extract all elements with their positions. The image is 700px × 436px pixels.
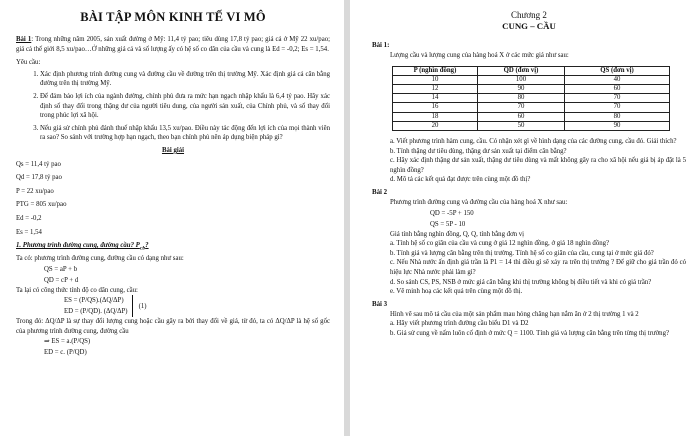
exercise-3-heading: Bài 3 <box>372 300 388 308</box>
exercise-1-item: b. Tính thặng dư tiêu dùng, thặng dư sản xuất tại điểm cân bằng? <box>390 147 567 155</box>
table-cell: 16 <box>393 103 478 112</box>
chapter-number: Chương 2 <box>511 10 547 20</box>
column-header: QS (đơn vị) <box>565 66 670 75</box>
derived-demand-elasticity: ED = c. (P/QD) <box>44 349 87 357</box>
table-row <box>393 103 670 112</box>
table-cell: 90 <box>565 121 670 130</box>
exercise-2-item: e. Vẽ minh hoạ các kết quả trên cùng một đồ thị. <box>390 288 523 296</box>
table-cell: 100 <box>478 75 565 84</box>
supply-elasticity-formula: ES = (P/QS).(ΔQ/ΔP) <box>64 297 124 305</box>
exercise-3-item: a. Hãy viết phương trình đường cầu biểu D1 và D2 <box>390 320 529 328</box>
table-cell: 80 <box>565 112 670 121</box>
exercise-1-item: c. Hãy xác định thặng dư sản xuất, thặng dư tiêu dùng và mất không gây ra cho xã hội nếu giá bị áp đặt là 5 nghìn đồng? <box>390 157 686 174</box>
exercise-3-intro: Hình vẽ sau mô tả cầu của một sản phẩm mau hỏng chăng hạn nắm ăn ở 2 thị trường 1 và 2 <box>390 310 639 318</box>
table-cell: 12 <box>393 85 478 94</box>
table-cell: 80 <box>478 94 565 103</box>
equation-number: (1) <box>138 302 147 310</box>
table-row <box>393 85 670 94</box>
exercise-1-item: d. Mô tả các kết quả đạt được trên cùng một đồ thị? <box>390 176 531 184</box>
requirement-item: 2. Để đảm bảo lợi ích của ngành đường, chính phủ đưa ra mức hạn ngạch nhập khẩu là 6,4 tỷ pao. Hãy xác định số thay đổi trong thặng dư của người tiêu dung, của người sản xuất, của Chính phủ, và số thay đổi trong phúc lợi xã hội. <box>40 92 330 121</box>
exercise-2-item: b. Tính giá và lượng cân bằng trên thị trường. Tính hệ số co giãn của cầu, cung tại ở mức giá đó? <box>390 249 654 257</box>
column-header: P (nghìn đồng) <box>393 66 478 75</box>
table-cell: 14 <box>393 94 478 103</box>
demand-equation: QD = cP + d <box>44 276 79 284</box>
demand-elasticity-formula: ED = (P/QD). (ΔQ/ΔP) <box>64 308 128 316</box>
exercise-2-item: c. Nếu Nhà nước ấn định giá trần là P1 = 14 thì điều gì sẽ xảy ra trên thị trường ? Để giữ cho giá trần đó có hiệu lực Nhà nước phải làm gì? <box>390 259 686 276</box>
table-cell: 18 <box>393 112 478 121</box>
given-item: Qd = 17,8 tỷ pao <box>16 174 62 182</box>
table-cell: 50 <box>478 121 565 130</box>
exercise-1-heading: Bài 1: <box>372 42 390 49</box>
bai1-text: : Trong những năm 2005, sản xuất đường ở Mỹ: 11,4 tỷ pao; tiêu dùng 17,8 tỷ pao; giá cả ở Mỹ 22 xu/pao; giá cả thế giới 8,5 xu/pao…Ở những giá cả và số lượng ấy có hệ số co dãn của cầu và cung là Ed = -0,2; Es = 1,54. <box>16 36 330 53</box>
table-row <box>393 94 670 103</box>
table-cell: 60 <box>478 112 565 121</box>
derived-supply-elasticity: ⇒ ES = a.(P/QS) <box>44 338 91 346</box>
price-quantity-table <box>392 66 670 131</box>
table-cell: 70 <box>478 103 565 112</box>
table-cell: 20 <box>393 121 478 130</box>
given-item: Ed = -0,2 <box>16 214 42 222</box>
exercise-2-intro: Phương trình đường cung và đường cầu của hàng hoá X như sau: <box>390 198 568 206</box>
intro-equation-text: Ta có: phương trình đường cung, đường cầu có dạng như sau: <box>16 255 184 263</box>
requirements-list <box>16 70 330 143</box>
right-page <box>350 0 700 436</box>
exercise-2-item: d. So sánh CS, PS, NSB ở mức giá cân bằng khi thị trường không bị điều tiết và khi có giá trần? <box>390 278 652 286</box>
given-item: Qs = 11,4 tỷ pao <box>16 160 61 168</box>
exercise-1-item: a. Viết phương trình hàm cung, cầu. Có nhận xét gì về hình dạng của các đường cung, cầu đó. Giải thích? <box>390 138 677 146</box>
exercise-1-intro: Lượng cầu và lượng cung của hàng hoá X ở các mức giá như sau: <box>390 52 569 59</box>
elasticity-intro: Ta lại có công thức tính độ co dãn cung, cầu: <box>16 286 138 294</box>
given-item: Es = 1,54 <box>16 228 42 236</box>
exercise-2-units: Giá tính bằng nghìn đồng, Q, Q, tính bằng đơn vị <box>390 230 525 238</box>
document-title: BÀI TẬP MÔN KINH TẾ VI MÔ <box>80 10 266 24</box>
left-page <box>0 0 344 436</box>
table-cell: 70 <box>565 103 670 112</box>
chapter-title: CUNG – CẦU <box>502 21 556 31</box>
given-item: PTG = 805 xu/pao <box>16 201 67 209</box>
bai1-paragraph <box>16 35 330 54</box>
column-header: QD (đơn vị) <box>478 66 565 75</box>
exercise-3-item: b. Giả sử cung về nấm luôn cố định ở mức Q = 1100. Tính giá và lượng cân bằng trên từng thị trường? <box>390 329 669 337</box>
given-item: P = 22 xu/pao <box>16 187 54 195</box>
exercise-2-supply-equation: QS = 5P - 10 <box>430 220 466 228</box>
table-cell: 10 <box>393 75 478 84</box>
requirement-item: 1. Xác định phương trình đường cung và đường cầu về đường trên thị trường Mỹ. Xác định giá cả cân bằng đường trên thị trường Mỹ. <box>40 70 330 89</box>
table-cell: 40 <box>565 75 670 84</box>
table-row <box>393 75 670 84</box>
section-1-heading: 1. Phương trình đường cung, đường cầu? $P_{cb}$? <box>16 242 149 252</box>
table-cell: 70 <box>565 94 670 103</box>
table-row <box>393 121 670 130</box>
table-row <box>393 112 670 121</box>
supply-equation: QS = aP + b <box>44 265 78 273</box>
explanation-text: Trong đó: ΔQ/ΔP là sự thay đổi lượng cung hoặc cầu gây ra bởi thay đổi về giá, từ đó, ta có ΔQ/ΔP là hệ số gốc của phương trình đường cung, đường cầu <box>16 318 330 335</box>
exercise-2-item: a. Tính hệ số co giãn của cầu và cung ở giá 12 nghìn đồng, ở giá 18 nghìn đồng? <box>390 240 610 248</box>
exercise-2-heading: Bài 2 <box>372 188 388 196</box>
bai1-label: Bài 1 <box>16 36 32 43</box>
requirement-item: 3. Nếu giả sử chính phủ đánh thuế nhập khẩu 13,5 xu/pao. Điều này tác động đến lợi ích của mọi thành viên ra sao? So sánh với trường hợp hạn ngạch, theo bạn chính phủ nên áp dụng biện pháp gì? <box>40 124 330 143</box>
exercise-2-demand-equation: QD = -5P + 150 <box>430 209 474 217</box>
table-cell: 90 <box>478 85 565 94</box>
table-cell: 60 <box>565 85 670 94</box>
elasticity-formulas <box>16 295 330 317</box>
table-header-row <box>393 66 670 75</box>
requirements-label: Yêu cầu: <box>16 59 41 67</box>
solution-heading: Bài giải <box>161 146 185 154</box>
